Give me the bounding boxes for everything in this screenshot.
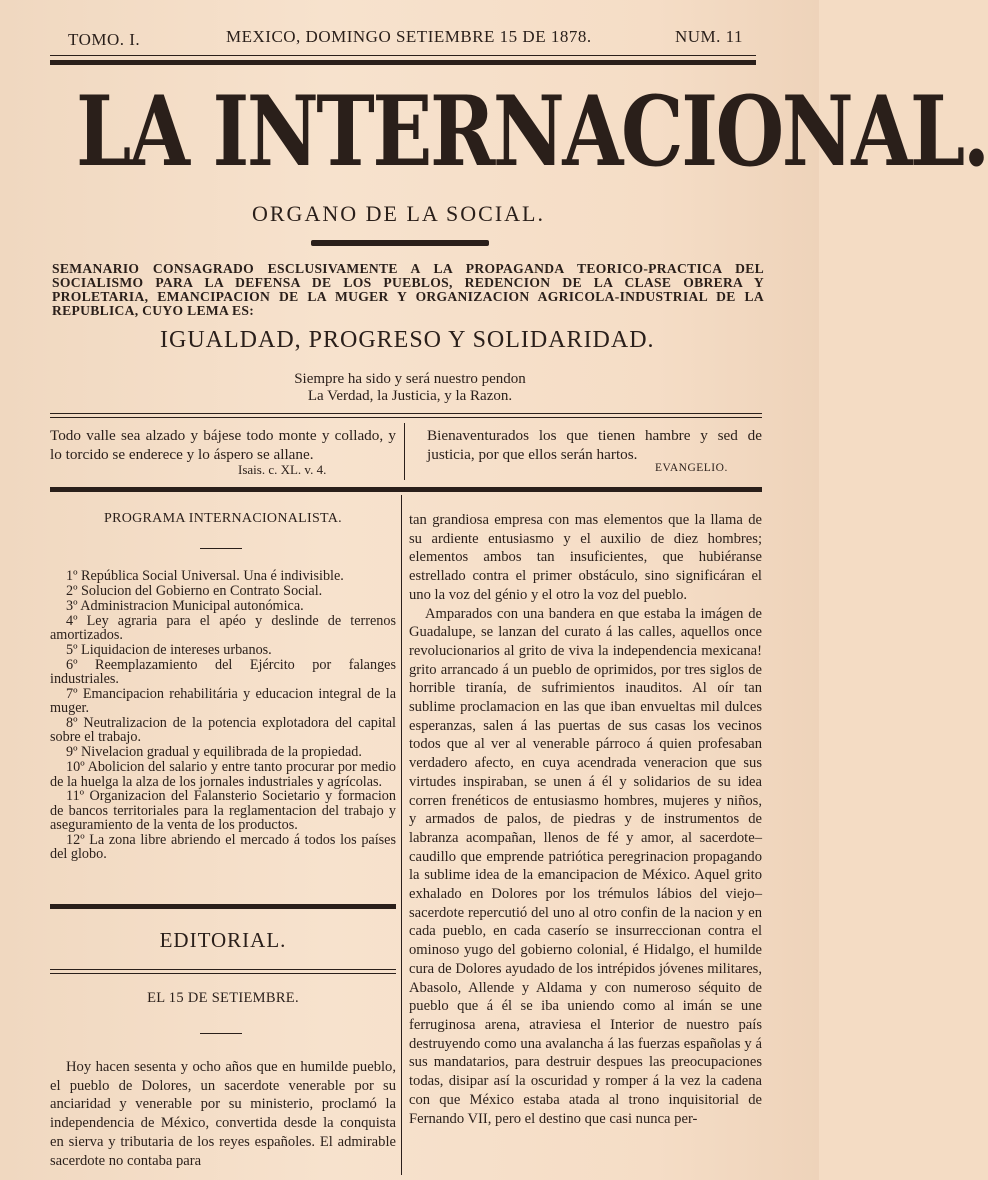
- dateline: MEXICO, DOMINGO SETIEMBRE 15 DE 1878.: [226, 27, 592, 46]
- programa-item: 7º Emancipacion rehabilitária y educacion integral de la muger.: [50, 685, 396, 717]
- programa-item: 5º Liquidacion de intereses urbanos.: [66, 641, 272, 658]
- programa-item: 8º Neutralizacion de la potencia explotadora del capital sobre el trabajo.: [50, 715, 396, 746]
- programa-item: 1º República Social Universal. Una é indivisible.: [66, 568, 344, 584]
- epigraph-top-rule-1: [50, 413, 762, 414]
- ornamental-rule: [311, 240, 489, 246]
- article-title: EL 15 DE SETIEMBRE.: [147, 990, 299, 1006]
- programa-item: 3º Administracion Municipal autonómica.: [66, 597, 304, 614]
- programa-dash: [200, 548, 242, 549]
- programa-item: 12º La zona libre abriendo el mercado á todos los países del globo.: [50, 831, 396, 863]
- newspaper-subtitle: ORGANO DE LA SOCIAL.: [252, 201, 545, 226]
- epigraph-right-text: Bienaventurados los que tienen hambre y sed de justicia, por que ellos serán hartos.: [427, 427, 762, 463]
- programa-list: [50, 569, 396, 862]
- column-divider: [401, 495, 402, 1175]
- issue-number: NUM. 11: [675, 27, 744, 46]
- top-rule-thin: [50, 55, 756, 56]
- epigraph-left-source: Isais. c. XL. v. 4.: [238, 462, 327, 477]
- article-right-paragraph-1: tan grandiosa empresa con mas elementos que la llama de su ardiente entusiasmo y el auxilio de diez hombres; elementos ambos tan insuficientes, que hubiéranse estrellado contra el primer obstáculo, sino significáran el uno la voz del génio y el otro la voz del pueblo.: [409, 512, 762, 603]
- programa-item: 9º Nivelacion gradual y equilibrada de la propiedad.: [66, 744, 362, 761]
- banner-line-1: Siempre ha sido y será nuestro pendon: [294, 371, 526, 387]
- banner-line-2: La Verdad, la Justicia, y la Razon.: [307, 388, 513, 404]
- programa-item: 10º Abolicion del salario y entre tanto procurar por medio de la huelga la alza de los jornales industriales y agrícolas.: [50, 759, 396, 790]
- editorial-rule-2: [50, 973, 396, 974]
- editorial-heading: EDITORIAL.: [159, 928, 287, 952]
- programa-item: 2º Solucion del Gobierno en Contrato Social.: [66, 582, 323, 599]
- article-dash: [200, 1033, 242, 1034]
- article-right-column: [409, 511, 762, 1128]
- programa-heading: PROGRAMA INTERNACIONALISTA.: [104, 511, 342, 526]
- editorial-top-rule: [50, 904, 396, 909]
- epigraph-top-rule-2: [50, 417, 762, 418]
- tomo-label: TOMO. I.: [68, 30, 141, 49]
- epigraph-right-source: EVANGELIO.: [655, 462, 728, 474]
- programa-item: 4º Ley agraria para el apéo y deslinde de terrenos amortizados.: [50, 612, 396, 643]
- motto: IGUALDAD, PROGRESO Y SOLIDARIDAD.: [160, 327, 655, 353]
- epigraph-divider: [404, 423, 405, 480]
- article-right-paragraph-2: Amparados con una bandera en que estaba la imágen de Guadalupe, se lanzan del curato á las calles, aquellos once revolucionarios al grito de viva la independencia mexicana! grito arrancado á un pueblo de oprimidos, por tres siglos de horrible tiranía, de sufrimientos inauditos. Al oír tan sublime proclamacion en las que iban envueltas mil dulces esperanzas, salen á las puertas de sus casas los vecinos todos que al ver al venerable párroco á quien profesaban verdadero afecto, en cuya acendrada veneracion que sus virtudes inspiraban, se unen á él y solidarios de su idea corren frenéticos de entusiasmo hombres, mujeres y niños, y armados de palos, de piedras y de instrumentos de labranza acompañan, llenos de fé y amor, al sacerdote–caudillo que emprende patriótica peregrinacion propagando la sublime idea de la emancipacion de México. Aquel grito exhalado en Dolores por los trémulos lábios del viejo–sacerdote repercutió del uno al otro confin de la nacion y en cada pueblo, en cada caserío se insurreccionan contra el ominoso yugo del gobierno colonial, é Hidalgo, el humilde cura de Dolores ayudado de los intrépidos jóvenes militares, Abasolo, Allende y Aldama y con numeroso séquito de pueblo que á él se iba uniendo como al imán se une ferruginosa arena, atraviesa el Interior de nuestro país destruyendo como una avalancha á las fuerzas españolas y á sus mandatarios, para destruir despues las preocupaciones todas, disipar así la oscuridad y romper á la vez la cadena con que México estaba atada al trono inquisitorial de Fernando VII, pero el destino que casi nunca per-: [409, 605, 762, 1127]
- programa-item: 6º Reemplazamiento del Ejército por falanges industriales.: [50, 656, 396, 688]
- masthead-description: SEMANARIO CONSAGRADO ESCLUSIVAMENTE A LA PROPAGANDA TEORICO-PRACTICA DEL SOCIALISMO PARA LA DEFENSA DE LOS PUEBLOS, REDENCION DE LA CLASE OBRERA Y PROLETARIA, EMANCIPACION DE LA MUGER Y ORGANIZACION AGRICOLA-INDUSTRIAL DE LA REPUBLICA, CUYO LEMA ES:: [52, 261, 764, 318]
- top-rule-thick: [50, 60, 756, 65]
- newspaper-title: LA INTERNACIONAL.: [76, 75, 988, 188]
- epigraph-left-text: Todo valle sea alzado y bájese todo monte y collado, y lo torcido se enderece y lo áspero se allane.: [50, 427, 396, 463]
- article-left-paragraph: Hoy hacen sesenta y ocho años que en humilde pueblo, el pueblo de Dolores, un sacerdote venerable por su anciaridad y venerable por su ministerio, proclamó la independencia de México, convertida desde la conquista en sierva y tributaria de los reyes españoles. El admirable sacerdote no contaba para: [50, 1059, 396, 1169]
- editorial-rule-1: [50, 969, 396, 970]
- epigraph-bottom-rule: [50, 487, 762, 492]
- programa-item: 11º Organizacion del Falansterio Societario y formacion de bancos territoriales para la reglamentacion del trabajo y aseguramiento de la venta de los productos.: [50, 788, 396, 833]
